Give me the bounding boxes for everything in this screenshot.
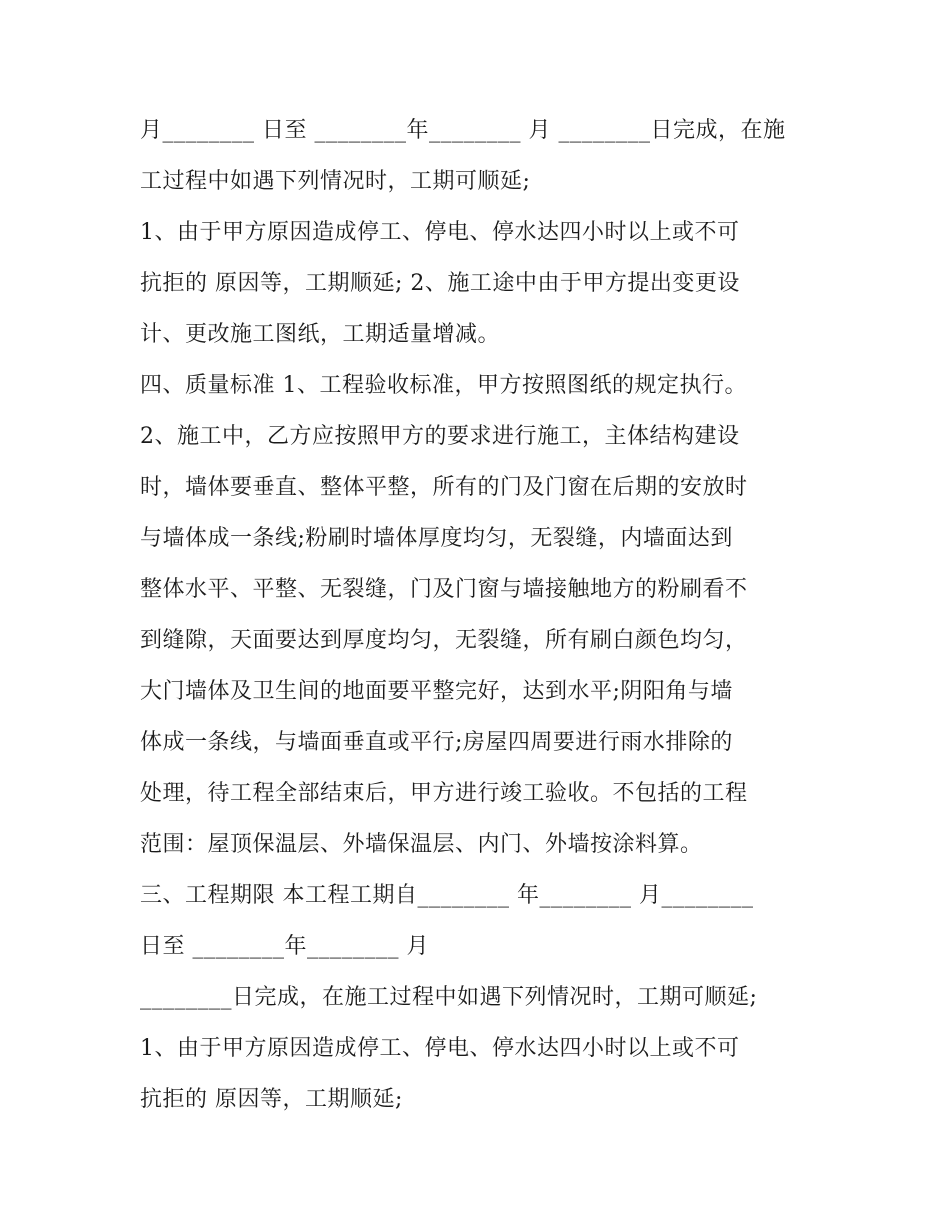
text-line: 整体水平、平整、无裂缝，门及门窗与墙接触地方的粉刷看不 xyxy=(140,577,748,602)
text-line: 处理，待工程全部结束后，甲方进行竣工验收。不包括的工程 xyxy=(140,781,748,806)
text-line: 抗拒的 原因等，工期顺延; xyxy=(140,1087,403,1112)
text-line: 计、更改施工图纸，工期适量增减。 xyxy=(140,322,501,347)
text-line: 1、由于甲方原因造成停工、停电、停水达四小时以上或不可 xyxy=(140,1036,740,1061)
text-line: 四、质量标准 1、工程验收标准，甲方按照图纸的规定执行。 xyxy=(140,373,747,398)
text-line: 抗拒的 原因等，工期顺延; 2、施工途中由于甲方提出变更设 xyxy=(140,271,740,296)
text-line: 2、施工中，乙方应按照甲方的要求进行施工，主体结构建设 xyxy=(140,424,740,449)
text-line: 工过程中如遇下列情况时，工期可顺延; xyxy=(140,169,531,194)
text-line: 时，墙体要垂直、整体平整，所有的门及门窗在后期的安放时 xyxy=(140,475,748,500)
text-line: 三、工程期限 本工程工期自________ 年________ 月________ xyxy=(140,883,754,908)
text-line: 日至 ________年________ 月 xyxy=(140,934,429,959)
text-line: 大门墙体及卫生间的地面要平整完好，达到水平;阴阳角与墙 xyxy=(140,679,733,704)
text-line: 月________ 日至 ________年________ 月 ________日完成，在施 xyxy=(140,118,786,143)
text-line: 1、由于甲方原因造成停工、停电、停水达四小时以上或不可 xyxy=(140,220,740,245)
text-line: 与墙体成一条线;粉刷时墙体厚度均匀，无裂缝，内墙面达到 xyxy=(140,526,733,551)
text-line: ________日完成，在施工过程中如遇下列情况时，工期可顺延; xyxy=(140,985,758,1010)
text-line: 到缝隙，天面要达到厚度均匀，无裂缝，所有刷白颜色均匀， xyxy=(140,628,748,653)
text-line: 范围：屋顶保温层、外墙保温层、内门、外墙按涂料算。 xyxy=(140,832,703,857)
text-line: 体成一条线，与墙面垂直或平行;房屋四周要进行雨水排除的 xyxy=(140,730,733,755)
